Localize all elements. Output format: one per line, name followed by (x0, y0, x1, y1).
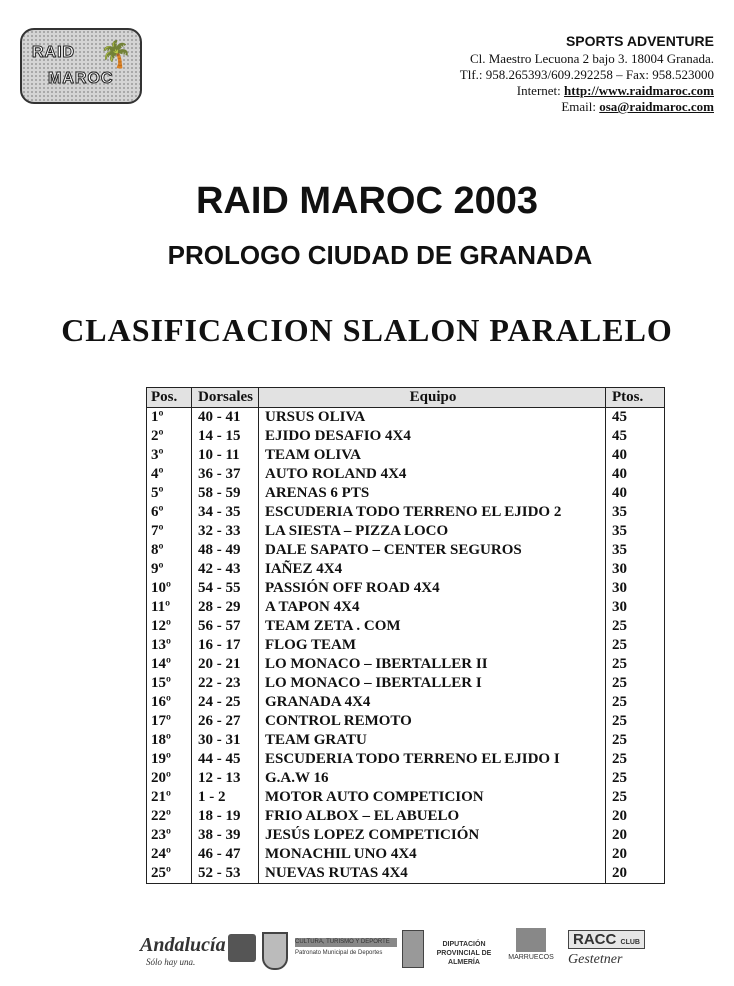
website-link[interactable]: http://www.raidmaroc.com (564, 83, 714, 98)
cell-dorsales: 28 - 29 (192, 598, 259, 617)
cell-pos: 19º (147, 750, 192, 769)
cell-pos: 3º (147, 446, 192, 465)
table-row (147, 674, 665, 693)
table-row (147, 503, 665, 522)
cultura-logo (295, 938, 397, 957)
table-row (147, 579, 665, 598)
cell-dorsales: 10 - 11 (192, 446, 259, 465)
marruecos-text: MARRUECOS (508, 954, 554, 961)
cell-equipo: DALE SAPATO – CENTER SEGUROS (259, 541, 606, 560)
cell-dorsales: 16 - 17 (192, 636, 259, 655)
cell-dorsales: 42 - 43 (192, 560, 259, 579)
cell-ptos: 25 (606, 693, 665, 712)
cell-ptos: 25 (606, 712, 665, 731)
cell-dorsales: 44 - 45 (192, 750, 259, 769)
cell-ptos: 35 (606, 522, 665, 541)
palm-tree-icon: 🌴 (99, 40, 132, 69)
cell-ptos: 30 (606, 560, 665, 579)
cell-equipo: G.A.W 16 (259, 769, 606, 788)
header-equipo: Equipo (259, 388, 606, 408)
cell-pos: 23º (147, 826, 192, 845)
internet-label: Internet: (516, 83, 561, 98)
cell-pos: 4º (147, 465, 192, 484)
cell-ptos: 40 (606, 484, 665, 503)
almeria-crest-icon (402, 930, 424, 968)
cell-dorsales: 36 - 37 (192, 465, 259, 484)
cell-equipo: JESÚS LOPEZ COMPETICIÓN (259, 826, 606, 845)
table-row (147, 769, 665, 788)
andalucia-subtext: Sólo hay una. (146, 957, 196, 967)
results-table (146, 387, 665, 884)
table-row (147, 693, 665, 712)
cell-equipo: ESCUDERIA TODO TERRENO EL EJIDO I (259, 750, 606, 769)
cell-equipo: TEAM GRATU (259, 731, 606, 750)
cell-dorsales: 26 - 27 (192, 712, 259, 731)
table-row (147, 750, 665, 769)
andalucia-text: Andalucía (140, 934, 226, 956)
patronato-text: Patronato Municipal de Deportes (295, 950, 383, 956)
cell-equipo: A TAPON 4X4 (259, 598, 606, 617)
cell-ptos: 25 (606, 655, 665, 674)
cell-ptos: 40 (606, 446, 665, 465)
cell-dorsales: 1 - 2 (192, 788, 259, 807)
cell-dorsales: 38 - 39 (192, 826, 259, 845)
cell-equipo: URSUS OLIVA (259, 408, 606, 428)
cell-dorsales: 18 - 19 (192, 807, 259, 826)
raid-maroc-logo (20, 28, 142, 104)
table-row (147, 807, 665, 826)
header-ptos: Ptos. (606, 388, 665, 408)
cell-pos: 16º (147, 693, 192, 712)
cell-pos: 8º (147, 541, 192, 560)
cell-pos: 24º (147, 845, 192, 864)
cell-dorsales: 52 - 53 (192, 864, 259, 884)
table-row (147, 617, 665, 636)
logo-line1: RAID (32, 44, 76, 61)
table-row (147, 864, 665, 884)
table-row (147, 541, 665, 560)
cell-dorsales: 46 - 47 (192, 845, 259, 864)
cell-pos: 10º (147, 579, 192, 598)
cell-dorsales: 54 - 55 (192, 579, 259, 598)
logo-line2: MAROC (48, 70, 114, 87)
cell-ptos: 25 (606, 750, 665, 769)
table-row (147, 731, 665, 750)
cell-ptos: 20 (606, 826, 665, 845)
subtitle: PROLOGO CIUDAD DE GRANADA (167, 240, 593, 270)
email-link[interactable]: osa@raidmaroc.com (599, 99, 714, 114)
cell-pos: 11º (147, 598, 192, 617)
racc-club-text: CLUB (620, 939, 640, 946)
company-email (460, 99, 714, 115)
cell-equipo: LO MONACO – IBERTALLER I (259, 674, 606, 693)
cell-dorsales: 58 - 59 (192, 484, 259, 503)
cell-dorsales: 20 - 21 (192, 655, 259, 674)
cell-pos: 7º (147, 522, 192, 541)
main-title: RAID MAROC 2003 (195, 180, 539, 222)
cell-dorsales: 40 - 41 (192, 408, 259, 428)
cell-ptos: 25 (606, 769, 665, 788)
cell-dorsales: 56 - 57 (192, 617, 259, 636)
cell-ptos: 20 (606, 845, 665, 864)
marruecos-logo (507, 928, 555, 961)
header-dorsales: Dorsales (192, 388, 259, 408)
granada-crest-icon (262, 932, 288, 970)
cell-ptos: 45 (606, 408, 665, 428)
cell-dorsales: 22 - 23 (192, 674, 259, 693)
cell-equipo: LA SIESTA – PIZZA LOCO (259, 522, 606, 541)
cell-dorsales: 30 - 31 (192, 731, 259, 750)
cultura-text: CULTURA, TURISMO Y DEPORTE (295, 938, 397, 947)
company-address: Cl. Maestro Lecuona 2 bajo 3. 18004 Granada. (469, 51, 714, 66)
table-row (147, 427, 665, 446)
table-row (147, 408, 665, 428)
email-label: Email: (561, 99, 596, 114)
cell-pos: 22º (147, 807, 192, 826)
cell-ptos: 20 (606, 807, 665, 826)
cell-equipo: LO MONACO – IBERTALLER II (259, 655, 606, 674)
cell-pos: 13º (147, 636, 192, 655)
cell-equipo: MONACHIL UNO 4X4 (259, 845, 606, 864)
cell-equipo: ARENAS 6 PTS (259, 484, 606, 503)
cell-pos: 5º (147, 484, 192, 503)
header-pos: Pos. (147, 388, 192, 408)
cell-ptos: 25 (606, 674, 665, 693)
marruecos-emblem-icon (516, 928, 546, 952)
cell-ptos: 35 (606, 503, 665, 522)
cell-pos: 2º (147, 427, 192, 446)
classification-title: CLASIFICACION SLALON PARALELO (61, 312, 673, 348)
diputacion-logo: DIPUTACIÓN PROVINCIAL DE ALMERÍA (436, 941, 492, 966)
cell-equipo: GRANADA 4X4 (259, 693, 606, 712)
company-name: SPORTS ADVENTURE (565, 33, 714, 49)
cell-equipo: TEAM OLIVA (259, 446, 606, 465)
cell-dorsales: 48 - 49 (192, 541, 259, 560)
company-internet (460, 83, 714, 99)
cell-ptos: 30 (606, 598, 665, 617)
cell-ptos: 25 (606, 617, 665, 636)
table-row (147, 826, 665, 845)
cell-equipo: EJIDO DESAFIO 4X4 (259, 427, 606, 446)
cell-ptos: 45 (606, 427, 665, 446)
cell-equipo: FRIO ALBOX – EL ABUELO (259, 807, 606, 826)
cell-ptos: 40 (606, 465, 665, 484)
cell-pos: 9º (147, 560, 192, 579)
cell-ptos: 30 (606, 579, 665, 598)
cell-pos: 20º (147, 769, 192, 788)
table-row (147, 598, 665, 617)
andalucia-logo (140, 934, 226, 967)
cell-equipo: ESCUDERIA TODO TERRENO EL EJIDO 2 (259, 503, 606, 522)
cell-pos: 18º (147, 731, 192, 750)
cell-pos: 21º (147, 788, 192, 807)
table-row (147, 845, 665, 864)
racc-logo (568, 930, 645, 949)
cell-dorsales: 24 - 25 (192, 693, 259, 712)
cell-pos: 14º (147, 655, 192, 674)
cell-equipo: FLOG TEAM (259, 636, 606, 655)
cell-ptos: 25 (606, 636, 665, 655)
cell-dorsales: 32 - 33 (192, 522, 259, 541)
cell-ptos: 25 (606, 731, 665, 750)
cell-dorsales: 12 - 13 (192, 769, 259, 788)
table-header-row (147, 388, 665, 408)
company-info (460, 33, 714, 115)
cell-equipo: CONTROL REMOTO (259, 712, 606, 731)
cell-pos: 1º (147, 408, 192, 428)
table-row (147, 788, 665, 807)
cell-equipo: TEAM ZETA . COM (259, 617, 606, 636)
cell-equipo: IAÑEZ 4X4 (259, 560, 606, 579)
cell-equipo: MOTOR AUTO COMPETICION (259, 788, 606, 807)
cell-dorsales: 34 - 35 (192, 503, 259, 522)
cell-pos: 25º (147, 864, 192, 884)
andalucia-emblem-icon (228, 934, 256, 962)
table-row (147, 465, 665, 484)
gestetner-logo: Gestetner (568, 952, 623, 967)
table-row (147, 560, 665, 579)
cell-equipo: PASSIÓN OFF ROAD 4X4 (259, 579, 606, 598)
table-row (147, 712, 665, 731)
cell-pos: 12º (147, 617, 192, 636)
cell-pos: 15º (147, 674, 192, 693)
cell-equipo: NUEVAS RUTAS 4X4 (259, 864, 606, 884)
table-row (147, 655, 665, 674)
cell-ptos: 20 (606, 864, 665, 884)
table-row (147, 636, 665, 655)
cell-dorsales: 14 - 15 (192, 427, 259, 446)
company-phone: Tlf.: 958.265393/609.292258 – Fax: 958.523000 (459, 67, 714, 82)
cell-equipo: AUTO ROLAND 4X4 (259, 465, 606, 484)
sponsor-logos (140, 928, 660, 972)
table-row (147, 446, 665, 465)
cell-pos: 6º (147, 503, 192, 522)
racc-text: RACC (573, 931, 617, 948)
cell-pos: 17º (147, 712, 192, 731)
table-row (147, 484, 665, 503)
table-row (147, 522, 665, 541)
cell-ptos: 25 (606, 788, 665, 807)
cell-ptos: 35 (606, 541, 665, 560)
